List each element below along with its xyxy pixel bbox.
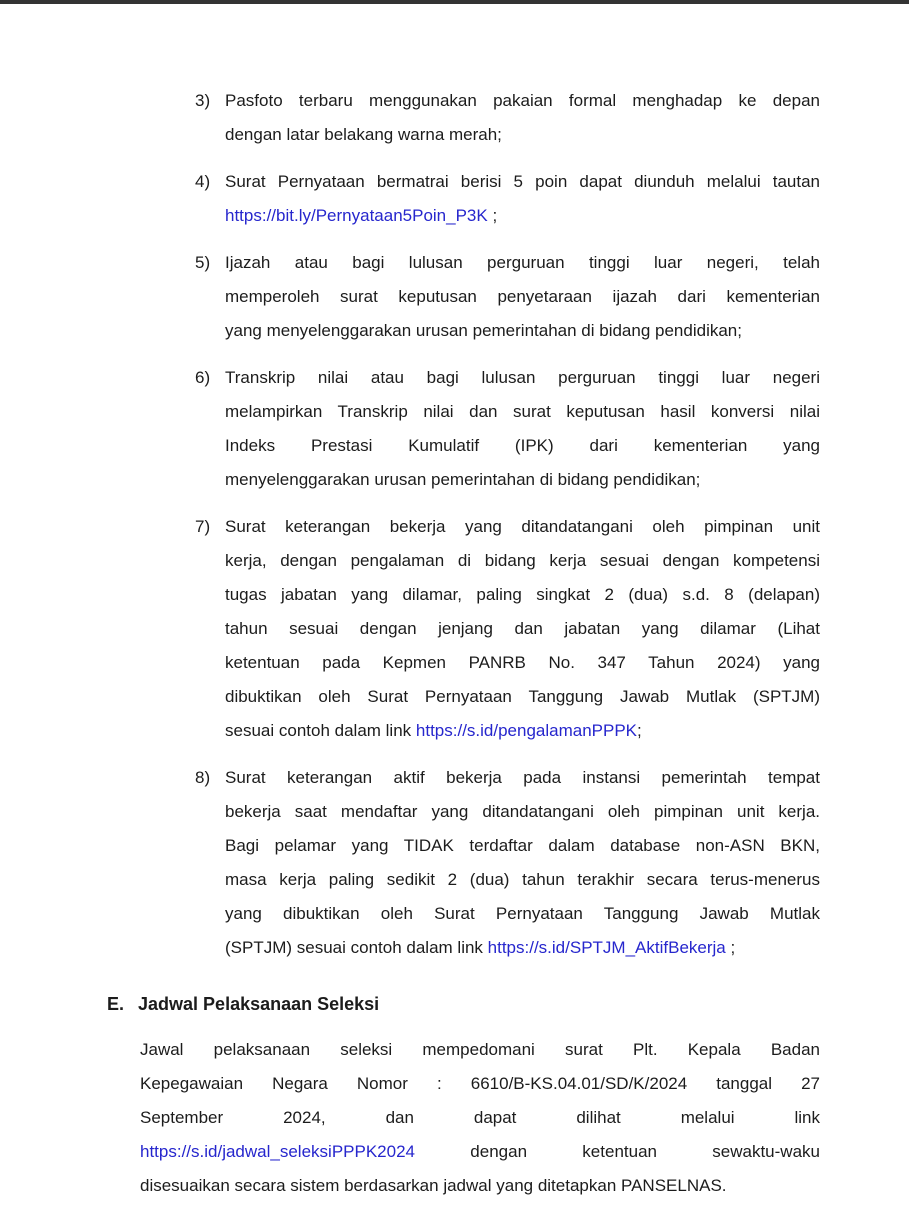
list-item-number: 3) (195, 91, 211, 110)
list-item-text (225, 165, 820, 233)
list-item (195, 361, 820, 497)
text-run: melampirkan Transkrip nilai dan surat keputusan hasil konversi nilai (225, 402, 820, 421)
text-line (225, 578, 820, 612)
hyperlink[interactable]: https://s.id/pengalamanPPPK (415, 721, 638, 740)
text-line (225, 680, 820, 714)
list-item-number: 7) (195, 517, 211, 536)
text-run: Indeks Prestasi Kumulatif (IPK) dari kementerian yang (225, 436, 820, 455)
list-item (195, 761, 820, 965)
text-line (225, 612, 820, 646)
text-run: dibuktikan oleh Surat Pernyataan Tanggung Jawab Mutlak (SPTJM) (225, 687, 820, 706)
text-line (225, 84, 820, 118)
text-line (225, 118, 820, 152)
text-run: masa kerja paling sedikit 2 (dua) tahun terakhir secara terus-menerus (225, 870, 820, 889)
document-content (0, 84, 909, 1203)
text-run: dengan ketentuan sewaktu-waku (415, 1142, 820, 1161)
text-run: Bagi pelamar yang TIDAK terdaftar dalam database non-ASN BKN, (225, 836, 820, 855)
text-line (225, 314, 820, 348)
text-run: Surat keterangan aktif bekerja pada instansi pemerintah tempat (225, 768, 820, 787)
text-run: disesuaikan secara sistem berdasarkan jadwal yang ditetapkan PANSELNAS. (140, 1176, 727, 1195)
text-line (225, 165, 820, 199)
text-line (225, 795, 820, 829)
text-run: tugas jabatan yang dilamar, paling singkat 2 (dua) s.d. 8 (delapan) (225, 585, 820, 604)
text-line (140, 1135, 820, 1169)
text-run: ; (725, 938, 736, 957)
text-run: Surat keterangan bekerja yang ditandatangani oleh pimpinan unit (225, 517, 820, 536)
text-line (225, 429, 820, 463)
list-item-text (225, 84, 820, 152)
text-run: yang menyelenggarakan urusan pemerintahan di bidang pendidikan; (225, 321, 742, 340)
list-item-number: 5) (195, 253, 211, 272)
top-edge-bar (0, 0, 909, 4)
text-line (225, 761, 820, 795)
text-run: sesuai contoh dalam link (225, 721, 416, 740)
text-line (225, 246, 820, 280)
list-item-text (225, 361, 820, 497)
text-run: menyelenggarakan urusan pemerintahan di bidang pendidikan; (225, 470, 701, 489)
text-run: Kepegawaian Negara Nomor : 6610/B-KS.04.01/SD/K/2024 tanggal 27 (140, 1074, 820, 1093)
text-line (225, 829, 820, 863)
text-line (225, 463, 820, 497)
text-line (225, 897, 820, 931)
section-label: E. (107, 994, 125, 1014)
text-run: Transkrip nilai atau bagi lulusan perguruan tinggi luar negeri (225, 368, 820, 387)
text-run: Jawal pelaksanaan seleksi mempedomani surat Plt. Kepala Badan (140, 1040, 820, 1059)
list-item-text (225, 761, 820, 965)
text-line (225, 280, 820, 314)
list-item (195, 84, 820, 152)
text-run: tahun sesuai dengan jenjang dan jabatan yang dilamar (Lihat (225, 619, 820, 638)
hyperlink[interactable]: https://s.id/jadwal_seleksiPPPK2024 (140, 1142, 415, 1161)
text-run: Ijazah atau bagi lulusan perguruan tinggi luar negeri, telah (225, 253, 820, 272)
text-line (225, 931, 820, 965)
section-paragraph (140, 1033, 820, 1203)
list-item-text (225, 246, 820, 348)
text-run: ; (487, 206, 498, 225)
section-heading (107, 989, 820, 1019)
text-run: yang dibuktikan oleh Surat Pernyataan Tanggung Jawab Mutlak (225, 904, 820, 923)
text-line (225, 714, 820, 748)
numbered-list (0, 84, 909, 965)
text-line (225, 199, 820, 233)
list-item (195, 246, 820, 348)
section-title: Jadwal Pelaksanaan Seleksi (138, 994, 380, 1014)
text-line (225, 863, 820, 897)
text-run: bekerja saat mendaftar yang ditandatangani oleh pimpinan unit kerja. (225, 802, 820, 821)
text-run: Pasfoto terbaru menggunakan pakaian formal menghadap ke depan (225, 91, 820, 110)
text-run: September 2024, dan dapat dilihat melalui link (140, 1108, 820, 1127)
text-run: ketentuan pada Kepmen PANRB No. 347 Tahun 2024) yang (225, 653, 820, 672)
text-line (140, 1067, 820, 1101)
text-line (225, 395, 820, 429)
text-line (225, 646, 820, 680)
text-run: (SPTJM) sesuai contoh dalam link (225, 938, 488, 957)
text-line (225, 544, 820, 578)
text-line (225, 510, 820, 544)
text-line (140, 1101, 820, 1135)
text-run: Surat Pernyataan bermatrai berisi 5 poin dapat diunduh melalui tautan (225, 172, 820, 191)
text-line (140, 1033, 820, 1067)
text-run: kerja, dengan pengalaman di bidang kerja sesuai dengan kompetensi (225, 551, 820, 570)
list-item-number: 4) (195, 172, 211, 191)
list-item-number: 6) (195, 368, 211, 387)
text-run: memperoleh surat keputusan penyetaraan ijazah dari kementerian (225, 287, 820, 306)
list-item-number: 8) (195, 768, 211, 787)
list-item (195, 165, 820, 233)
text-run: dengan latar belakang warna merah; (225, 125, 502, 144)
text-run: ; (637, 721, 642, 740)
hyperlink[interactable]: https://bit.ly/Pernyataan5Poin_P3K (225, 206, 488, 225)
hyperlink[interactable]: https://s.id/SPTJM_AktifBekerja (487, 938, 726, 957)
list-item (195, 510, 820, 748)
text-line (140, 1169, 820, 1203)
text-line (225, 361, 820, 395)
list-item-text (225, 510, 820, 748)
